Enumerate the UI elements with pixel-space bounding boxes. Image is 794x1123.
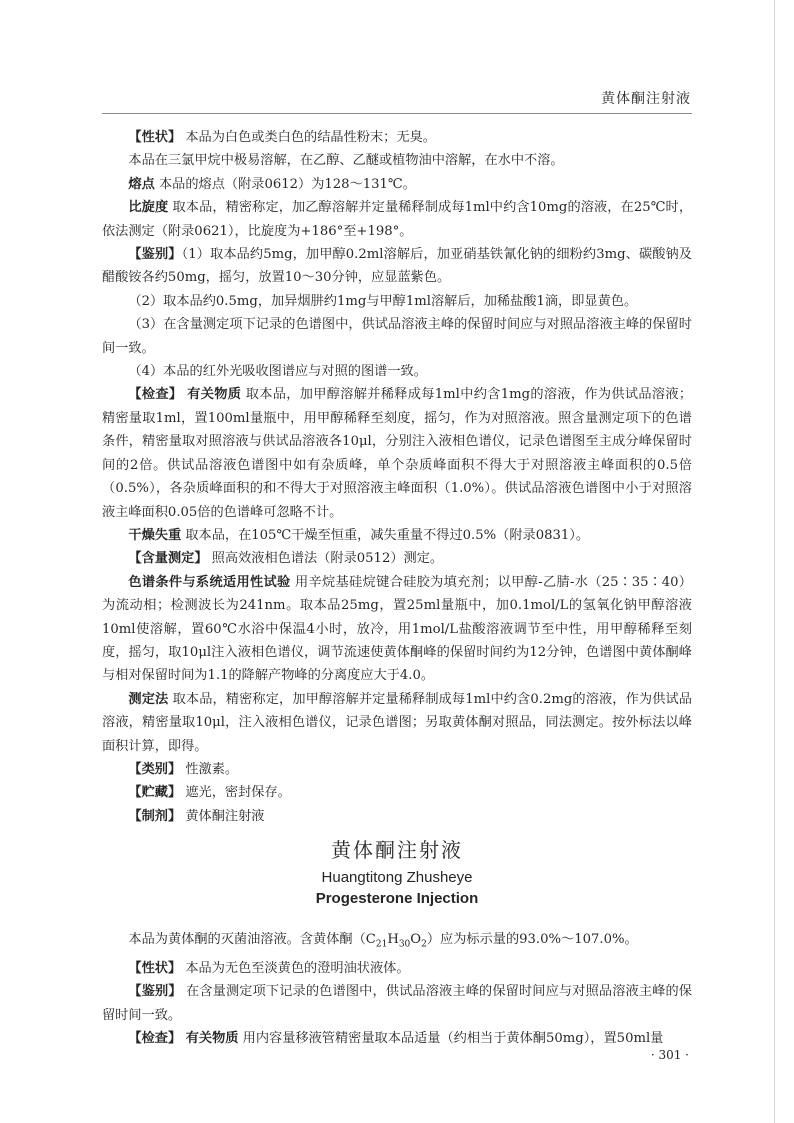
paragraph-text: 性激素。	[181, 761, 239, 777]
solubility-paragraph	[102, 149, 692, 172]
melting-point-paragraph	[102, 173, 692, 196]
header-rule	[102, 113, 692, 114]
section-label: 【检查】	[128, 387, 183, 403]
formula-subscript: 30	[398, 939, 411, 950]
identification-paragraph-2	[102, 290, 692, 313]
section-label: 【含量测定】	[128, 551, 208, 567]
section-label: 【检查】	[128, 1031, 182, 1047]
monograph-title-chinese: 黄体酮注射液	[331, 838, 463, 862]
formula-subscript: 2	[421, 939, 427, 950]
tests-paragraph	[102, 383, 692, 523]
paragraph-text: 用内容量移液管精密量取本品适量（约相当于黄体酮50mg），置50ml量	[238, 1031, 664, 1047]
chromatographic-conditions-paragraph	[102, 571, 692, 688]
description-paragraph	[102, 957, 692, 980]
section-label: 【性状】	[128, 961, 182, 977]
section-label: 测定法	[128, 691, 169, 707]
paragraph-text: 本品的熔点（附录0612）为128～131℃。	[154, 176, 416, 192]
loss-on-drying-paragraph	[102, 524, 692, 547]
paragraph-text: （2）取本品约0.5mg，加异烟肼约1mg与甲醇1ml溶解后，加稀盐酸1滴，即显黄色。	[128, 293, 638, 309]
previous-monograph-body	[102, 126, 692, 828]
section-label: 【贮藏】	[128, 785, 182, 801]
paragraph-text: 取本品，加甲醇溶解并稀释成每1ml中约含1mg的溶液，作为供试品溶液；精密量取1ml，置100ml量瓶中，用甲醇稀释至刻度，摇匀，作为对照溶液。照含量测定项下的色谱条件，精密量取对照溶液与供试品溶液各10μl，分别注入液相色谱仪，记录色谱图至主成分峰保留时间的2倍。供试品溶液色谱图中如有杂质峰，单个杂质峰面积不得大于对照溶液主峰面积的0.5倍（0.5%），各杂质峰面积的和不得大于对照溶液主峰面积（1.0%）。供试品溶液色谱图中小于对照溶液主峰面积0.05倍的色谱峰可忽略不计。	[102, 387, 693, 520]
monograph-title-block	[102, 834, 692, 907]
paragraph-text: （4）本品的红外光吸收图谱应与对照的图谱一致。	[128, 364, 427, 380]
injection-monograph-body	[102, 928, 692, 1051]
preparations-paragraph	[102, 805, 692, 828]
identification-paragraph	[102, 980, 692, 1027]
definition-paragraph	[102, 928, 692, 957]
section-label: 【性状】	[128, 130, 182, 145]
paragraph-text: 黄体酮注射液	[181, 808, 265, 824]
paragraph-text: 本品为黄体酮的灭菌油溶液。含黄体酮（C	[128, 932, 376, 947]
paragraph-text: （1）取本品约5mg，加甲醇0.2ml溶解后，加亚硝基铁氰化钠的细粉约3mg、碳酸钠及醋酸铵各约50mg，摇匀，放置10～30分钟，应显蓝紫色。	[102, 247, 692, 286]
category-paragraph	[102, 758, 692, 781]
section-label: 【鉴别】	[128, 984, 182, 1000]
formula-element: H	[387, 932, 399, 947]
section-label: 比旋度	[128, 200, 169, 216]
formula-element: O	[410, 932, 422, 947]
identification-paragraph-1	[102, 243, 692, 290]
page-number: · 301 ·	[650, 1048, 689, 1062]
paragraph-text: 取本品，精密称定，加甲醇溶解并定量稀释制成每1ml中约含0.2mg的溶液，作为供试品溶液，精密量取10μl，注入液相色谱仪，记录色谱图；另取黄体酮对照品，同法测定。按外标法以峰面积计算，即得。	[102, 691, 692, 754]
procedure-paragraph	[102, 688, 692, 758]
subsection-label: 有关物质	[182, 387, 242, 403]
paragraph-text: 用辛烷基硅烷键合硅胶为填充剂；以甲醇-乙腈-水（25∶35∶40）为流动相；检测波长为241nm。取本品25mg，置25ml量瓶中，加0.1mol/L的氢氧化钠甲醇溶液10ml使溶解，置60℃水浴中保温4小时，放冷，用1mol/L盐酸溶液调节至中性，用甲醇稀释至刻度，摇匀，取10μl注入液相色谱仪，调节流速使黄体酮峰的保留时间约为12分钟，色谱图中黄体酮峰与相对保留时间为1.1的降解产物峰的分离度应大于4.0。	[102, 574, 692, 684]
paragraph-text: 取本品，在105℃干燥至恒重，减失重量不得过0.5%（附录0831）。	[181, 527, 590, 543]
section-label: 【制剂】	[128, 808, 182, 824]
optical-rotation-paragraph	[102, 196, 692, 243]
paragraph-text: 取本品，精密称定，加乙醇溶解并定量稀释制成每1ml中约含10mg的溶液，在25℃时，依法测定（附录0621），比旋度为+186°至+198°。	[102, 200, 693, 239]
paragraph-text: （3）在含量测定项下记录的色谱图中，供试品溶液主峰的保留时间应与对照品溶液主峰的保留时间一致。	[102, 317, 692, 356]
paragraph-text: 本品为白色或类白色的结晶性粉末；无臭。	[181, 130, 436, 145]
storage-paragraph	[102, 781, 692, 804]
assay-paragraph	[102, 547, 692, 570]
paragraph-text: ）应为标示量的93.0%～107.0%。	[426, 932, 638, 947]
monograph-title-english: Progesterone Injection	[315, 890, 479, 907]
description-paragraph	[102, 126, 692, 149]
page-edge-line	[774, 0, 775, 1123]
monograph-title-pinyin: Huangtitong Zhusheye	[321, 869, 473, 886]
paragraph-text: 在含量测定项下记录的色谱图中，供试品溶液主峰的保留时间应与对照品溶液主峰的保留时间一致。	[102, 984, 692, 1023]
paragraph-text: 遮光，密封保存。	[181, 785, 291, 801]
formula-subscript: 21	[375, 939, 388, 950]
running-header: 黄体酮注射液	[601, 91, 691, 107]
tests-paragraph	[102, 1027, 692, 1050]
section-label: 色谱条件与系统适用性试验	[128, 574, 291, 590]
identification-paragraph-4	[102, 360, 692, 383]
section-label: 干燥失重	[128, 527, 182, 543]
section-label: 【鉴别】	[128, 247, 182, 263]
paragraph-text: 本品为无色至淡黄色的澄明油状液体。	[181, 961, 410, 977]
subsection-label: 有关物质	[181, 1031, 239, 1047]
section-label: 【类别】	[128, 761, 182, 777]
section-label: 熔点	[128, 176, 155, 192]
identification-paragraph-3	[102, 313, 692, 360]
paragraph-text: 照高效液相色谱法（附录0512）测定。	[207, 551, 444, 567]
paragraph-text: 本品在三氯甲烷中极易溶解，在乙醇、乙醚或植物油中溶解，在水中不溶。	[128, 153, 564, 169]
